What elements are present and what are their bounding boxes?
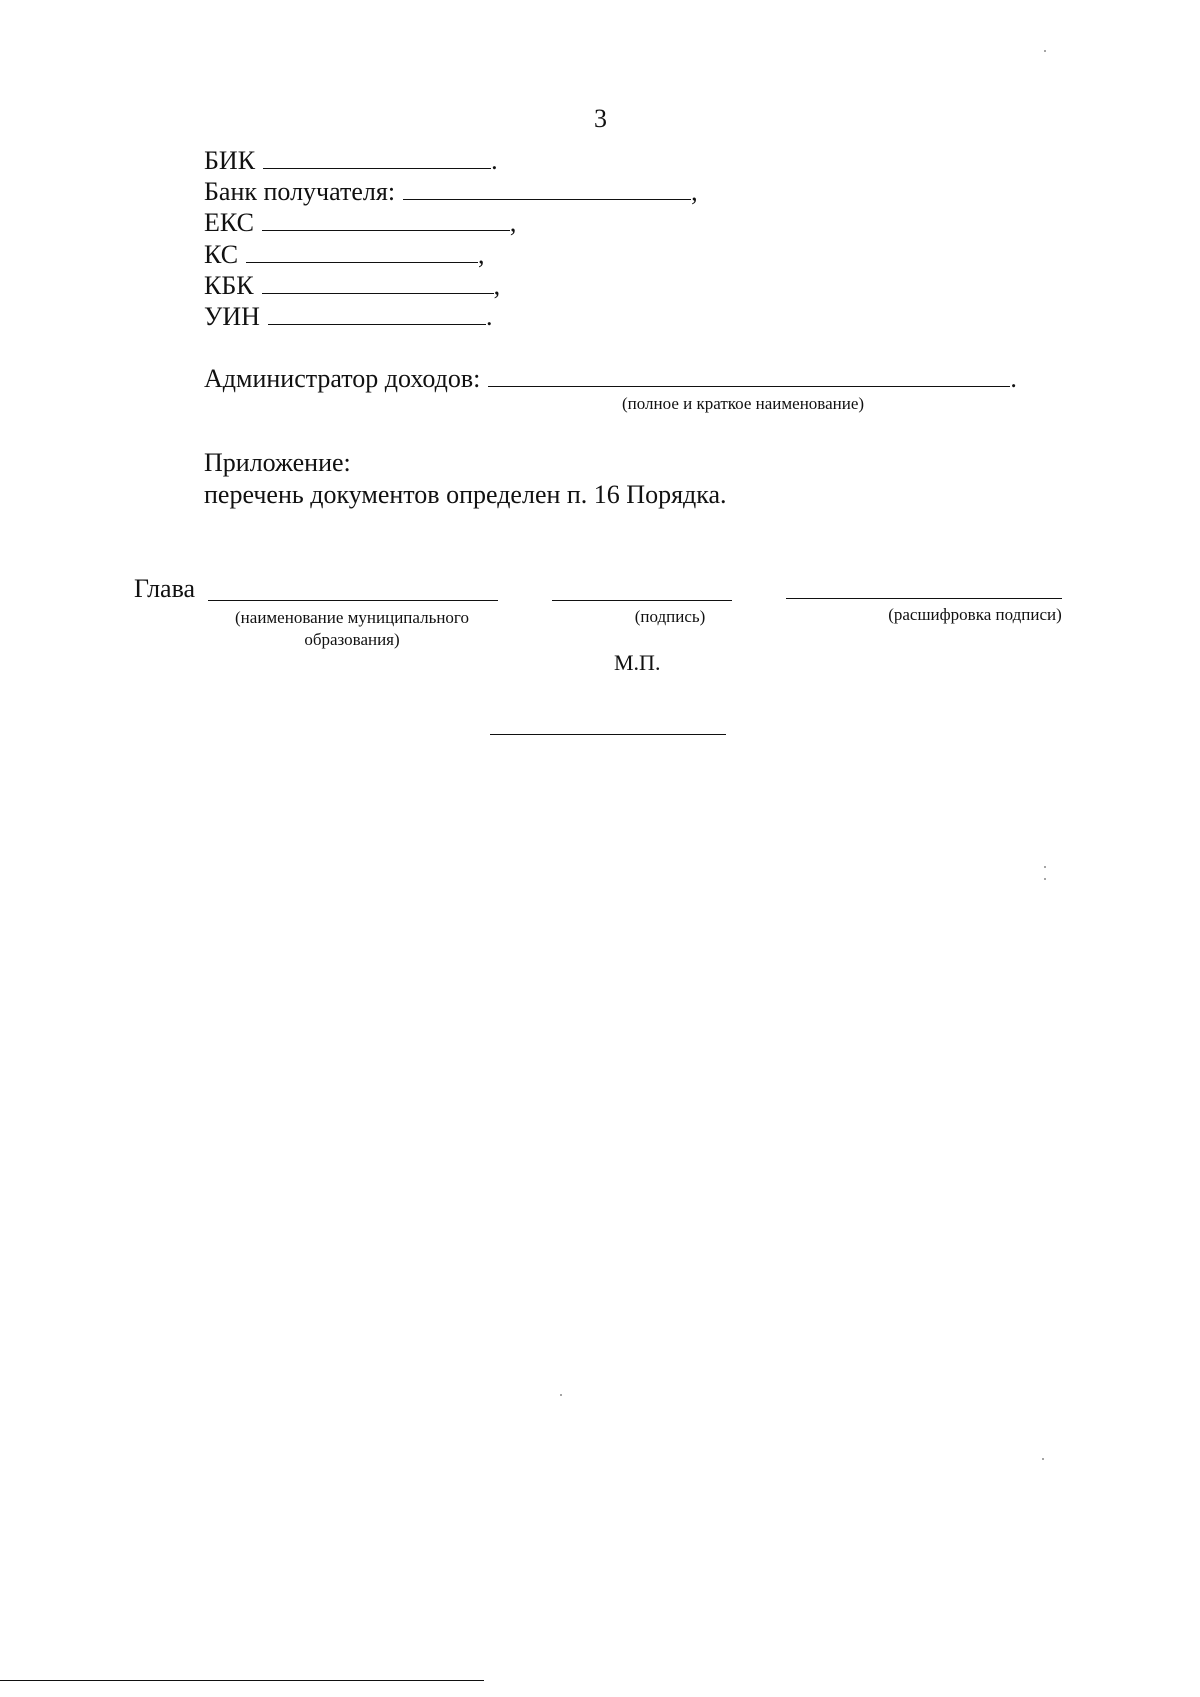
decoding-caption: (расшифровка подписи) <box>888 605 1062 624</box>
municipality-caption <box>200 607 504 651</box>
field-label: БИК <box>204 146 256 175</box>
signature-caption: (подпись) <box>634 607 706 626</box>
municipality-caption-line: (наименование муниципального <box>235 608 469 627</box>
municipality-caption-line: образования) <box>304 630 400 649</box>
field-eks <box>204 208 516 238</box>
field-ks <box>204 240 485 270</box>
annex-text: перечень документов определен п. 16 Порядка. <box>204 480 727 509</box>
scan-speck <box>1044 866 1046 868</box>
field-label: КС <box>204 240 239 269</box>
scan-speck <box>560 1394 562 1396</box>
page-number: 3 <box>594 104 607 133</box>
head-label: Глава <box>134 574 196 603</box>
blank-line <box>403 177 691 200</box>
field-uin <box>204 302 492 332</box>
field-label: ЕКС <box>204 208 254 237</box>
field-bik <box>204 146 498 176</box>
blank-line <box>262 208 510 231</box>
administrator-caption: (полное и краткое наименование) <box>622 394 865 413</box>
field-punct: , <box>493 271 501 300</box>
footer-line <box>0 1680 484 1681</box>
field-label: КБК <box>204 271 254 300</box>
scan-speck <box>1042 1458 1044 1460</box>
annex-title: Приложение: <box>204 448 351 477</box>
field-label: УИН <box>204 302 260 331</box>
decoding-blank-line <box>786 598 1062 599</box>
signature-blank-line <box>552 600 732 601</box>
municipality-blank-line <box>208 600 498 601</box>
administrator-label: Администратор доходов: <box>204 364 481 393</box>
blank-line <box>268 302 486 325</box>
separator-line <box>490 734 726 735</box>
scan-speck <box>1044 50 1046 52</box>
field-bank-recipient <box>204 177 698 207</box>
blank-line <box>263 146 491 169</box>
field-punct: , <box>478 240 485 269</box>
blank-line <box>246 240 478 263</box>
field-punct: . <box>491 146 498 175</box>
field-punct: , <box>691 177 698 206</box>
field-kbk <box>204 271 500 301</box>
blank-line <box>262 271 494 294</box>
field-punct: . <box>485 302 493 331</box>
blank-line <box>488 364 1010 387</box>
administrator-row <box>204 364 1017 394</box>
stamp-label: М.П. <box>614 650 661 675</box>
field-punct: . <box>1010 364 1017 393</box>
field-label: Банк получателя: <box>204 177 396 206</box>
field-punct: , <box>509 208 517 237</box>
scan-speck <box>1044 878 1046 880</box>
